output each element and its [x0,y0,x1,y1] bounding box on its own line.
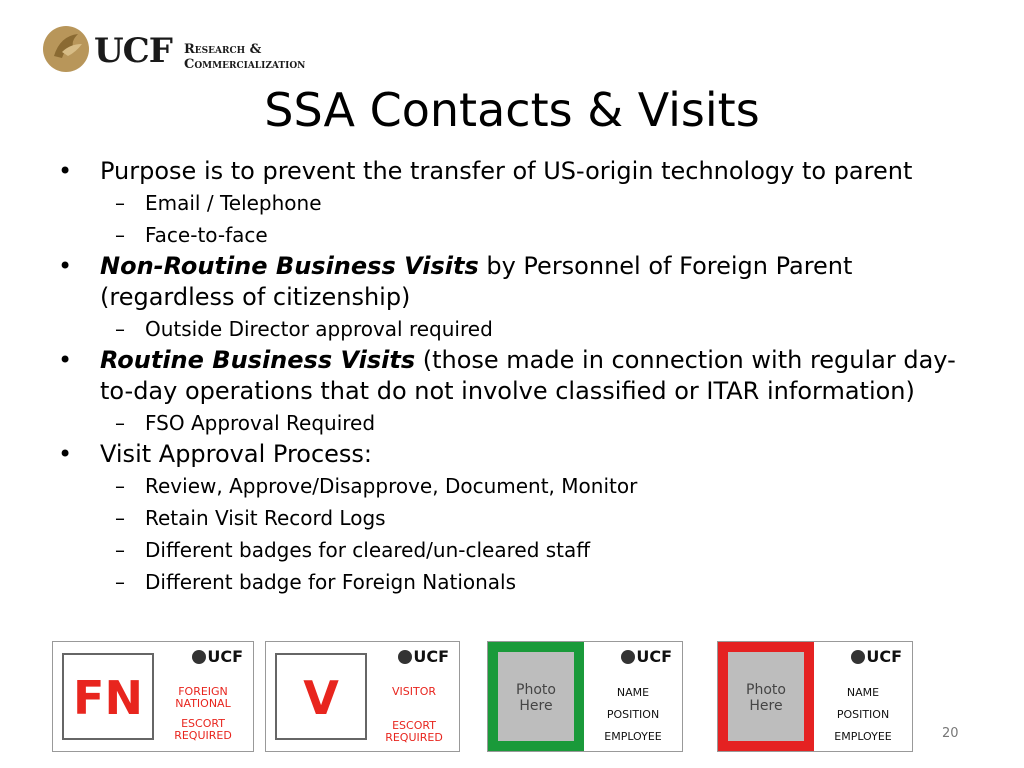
badge-color-panel [488,642,584,751]
sub-bullet-item [58,313,978,345]
pegasus-icon [621,650,635,664]
pegasus-icon [851,650,865,664]
dash-marker: – [115,570,125,594]
sub-bullet-item [58,470,978,502]
bullet-marker: • [58,157,73,185]
bullet-text: (those made in connection with regular day-to-day operations that do not involve classified or ITAR information) [100,346,956,405]
badge-employee-label: EMPLOYEE [834,730,892,743]
dash-marker: – [115,411,125,435]
pegasus-icon [40,22,92,74]
foreign-national-badge [52,641,254,752]
sub-bullet-text: FSO Approval Required [145,411,376,435]
logo-tagline: Research & Commercialization [184,42,306,72]
bullet-text: Visit Approval Process: [100,440,373,468]
badge-position-label: POSITION [836,708,890,721]
sub-bullet-text: Retain Visit Record Logs [145,506,386,530]
badge-name-label: NAME [846,686,880,699]
bullet-item [58,251,978,313]
sub-bullet-item [58,407,978,439]
ucf-logo [40,22,350,82]
sub-bullet-text: Review, Approve/Disapprove, Document, Monitor [145,474,638,498]
slide-title: SSA Contacts & Visits [264,83,760,137]
sub-bullet-text: Different badge for Foreign Nationals [145,570,517,594]
sub-bullet-item [58,219,978,251]
bullet-emphasis: Non-Routine Business Visits [100,252,479,280]
dash-marker: – [115,191,125,215]
bullet-marker: • [58,346,73,374]
dash-marker: – [115,538,125,562]
bullet-marker: • [58,440,73,468]
badge-letter-box [62,653,154,740]
badge-color-panel [718,642,814,751]
bullet-item [58,439,978,470]
cleared-employee-badge [487,641,683,752]
dash-marker: – [115,474,125,498]
badge-ucf-logo: UCF [621,647,672,666]
badge-letter-box [275,653,367,740]
bullet-text: Purpose is to prevent the transfer of US-origin technology to parent [100,157,913,185]
sub-bullet-item [58,566,978,598]
photo-label: Photo Here [516,682,556,714]
sub-bullet-text: Email / Telephone [145,191,322,215]
badge-name-label: NAME [616,686,650,699]
visitor-badge [265,641,460,752]
pegasus-icon [398,650,412,664]
badge-type-label: VISITOR [391,685,437,698]
sub-bullet-text: Different badges for cleared/un-cleared staff [145,538,591,562]
badge-ucf-logo: UCF [398,647,449,666]
bullet-marker: • [58,252,73,280]
uncleared-employee-badge [717,641,913,752]
badge-escort-label: ESCORT REQUIRED [174,717,232,742]
badge-ucf-logo: UCF [192,647,243,666]
badge-letter: V [303,671,339,725]
sub-bullet-item [58,187,978,219]
badge-escort-label: ESCORT REQUIRED [385,719,443,744]
badge-letter: FN [73,671,143,725]
pegasus-icon [192,650,206,664]
badge-type-label: FOREIGN NATIONAL [175,685,231,710]
sub-bullet-item [58,502,978,534]
bullet-item [58,345,978,407]
badge-employee-label: EMPLOYEE [604,730,662,743]
badge-position-label: POSITION [606,708,660,721]
sub-bullet-text: Face-to-face [145,223,268,247]
dash-marker: – [115,223,125,247]
dash-marker: – [115,317,125,341]
sub-bullet-text: Outside Director approval required [145,317,493,341]
dash-marker: – [115,506,125,530]
bullet-item [58,156,978,187]
bullet-list [58,156,978,598]
bullet-text: by Personnel of Foreign Parent (regardless of citizenship) [100,252,853,311]
photo-placeholder [728,652,804,741]
photo-label: Photo Here [746,682,786,714]
bullet-emphasis: Routine Business Visits [100,346,416,374]
photo-placeholder [498,652,574,741]
ucf-wordmark: UCF [94,31,172,71]
badge-ucf-logo: UCF [851,647,902,666]
page-number: 20 [942,726,959,741]
sub-bullet-item [58,534,978,566]
